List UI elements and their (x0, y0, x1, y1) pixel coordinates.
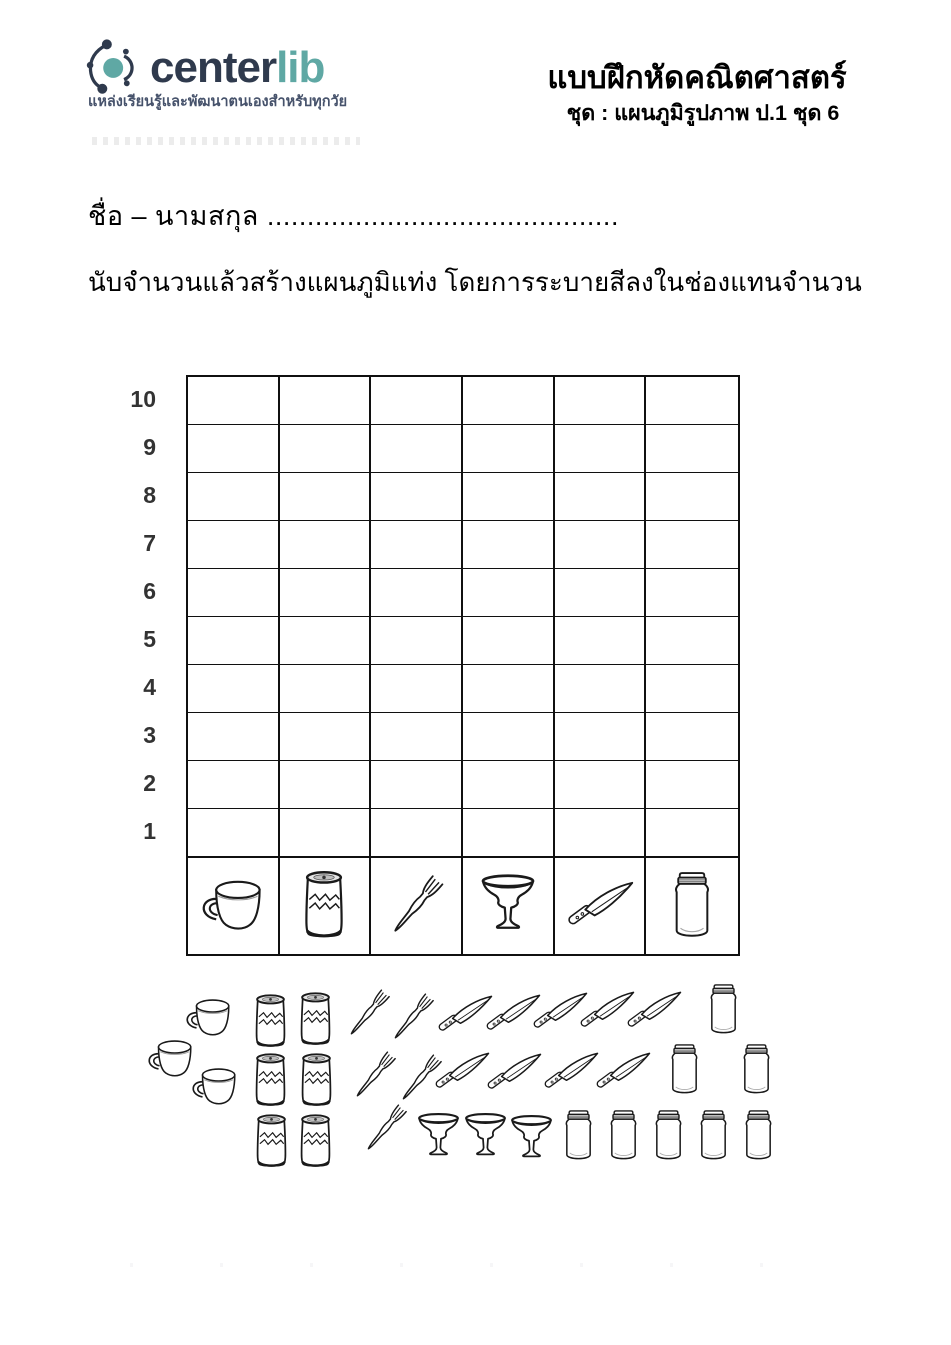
grid-cell-row6-cocktail-glass[interactable] (463, 569, 555, 617)
axis-category-cell-cup (188, 857, 280, 954)
chart-grid (186, 375, 740, 956)
grid-cell-row3-cocktail-glass[interactable] (463, 713, 555, 761)
y-axis-label-5: 5 (143, 626, 156, 652)
grid-cell-row6-jar[interactable] (646, 569, 738, 617)
grid-cell-row5-knife[interactable] (555, 617, 647, 665)
grid-cell-row1-jar[interactable] (646, 809, 738, 857)
jar-icon (669, 868, 715, 944)
grid-cell-row10-cocktail-glass[interactable] (463, 377, 555, 425)
soda-can-icon (252, 1052, 289, 1110)
knife-icon (561, 880, 637, 932)
y-axis-label-1: 1 (143, 818, 156, 844)
jar-icon (561, 1107, 596, 1165)
y-axis-label-9: 9 (143, 434, 156, 460)
logo-word-lib: lib (276, 43, 325, 92)
cup-icon (145, 1037, 197, 1081)
y-axis-label-10: 10 (130, 386, 156, 412)
grid-cell-row5-cup[interactable] (188, 617, 280, 665)
grid-cell-row4-soda-can[interactable] (280, 665, 372, 713)
jar-icon (739, 1041, 774, 1099)
knife-icon (529, 991, 589, 1034)
cocktail-glass-icon (509, 1113, 554, 1166)
grid-cell-row2-cup[interactable] (188, 761, 280, 809)
name-line (88, 194, 619, 237)
jar-icon (706, 981, 741, 1039)
grid-cell-row6-fork[interactable] (371, 569, 463, 617)
grid-cell-row6-knife[interactable] (555, 569, 647, 617)
grid-cell-row2-jar[interactable] (646, 761, 738, 809)
knife-icon (434, 994, 494, 1037)
fork-icon (393, 1050, 447, 1108)
soda-can-icon (302, 868, 346, 944)
cup-icon (189, 1065, 241, 1109)
soda-can-icon (252, 993, 289, 1051)
grid-cell-row4-cocktail-glass[interactable] (463, 665, 555, 713)
soda-can-icon (253, 1113, 290, 1171)
grid-cell-row1-soda-can[interactable] (280, 809, 372, 857)
centerlib-logo-icon (86, 38, 144, 96)
knife-icon (592, 1051, 652, 1094)
logo-wordmark (150, 44, 324, 92)
soda-can-icon (297, 1113, 334, 1171)
y-axis-label-7: 7 (143, 530, 156, 556)
grid-cell-row4-cup[interactable] (188, 665, 280, 713)
instruction-text: นับจำนวนแล้วสร้างแผนภูมิแท่ง โดยการระบายสีลงในช่องแทนจำนวน (88, 267, 862, 297)
knife-icon (540, 1051, 600, 1094)
grid-cell-row7-jar[interactable] (646, 521, 738, 569)
knife-icon (576, 990, 636, 1033)
cocktail-glass-icon (479, 872, 537, 940)
grid-cell-row9-fork[interactable] (371, 425, 463, 473)
worksheet-title: แบบฝึกหัดคณิตศาสตร์ (547, 60, 847, 95)
grid-cell-row8-cocktail-glass[interactable] (463, 473, 555, 521)
y-axis-label-2: 2 (143, 770, 156, 796)
grid-cell-row10-fork[interactable] (371, 377, 463, 425)
grid-cell-row9-cocktail-glass[interactable] (463, 425, 555, 473)
grid-cell-row5-soda-can[interactable] (280, 617, 372, 665)
knife-icon (431, 1051, 491, 1094)
jar-icon (606, 1107, 641, 1165)
jar-icon (651, 1107, 686, 1165)
grid-cell-row8-fork[interactable] (371, 473, 463, 521)
faint-cropped-text-artifact (92, 137, 360, 145)
grid-cell-row6-soda-can[interactable] (280, 569, 372, 617)
jar-icon (741, 1107, 776, 1165)
grid-cell-row4-fork[interactable] (371, 665, 463, 713)
grid-cell-row8-cup[interactable] (188, 473, 280, 521)
y-axis-label-4: 4 (143, 674, 156, 700)
grid-cell-row9-cup[interactable] (188, 425, 280, 473)
cocktail-glass-icon (416, 1111, 461, 1164)
grid-cell-row5-fork[interactable] (371, 617, 463, 665)
fork-icon (385, 989, 439, 1047)
grid-cell-row9-knife[interactable] (555, 425, 647, 473)
fork-icon (358, 1100, 412, 1158)
grid-cell-row7-fork[interactable] (371, 521, 463, 569)
grid-cell-row2-fork[interactable] (371, 761, 463, 809)
axis-category-cell-knife (555, 857, 647, 954)
cocktail-glass-icon (463, 1111, 508, 1164)
jar-icon (696, 1107, 731, 1165)
grid-cell-row8-knife[interactable] (555, 473, 647, 521)
faint-footer-artifact (130, 1263, 830, 1267)
soda-can-icon (298, 1052, 335, 1110)
logo-word-center: center (150, 43, 277, 92)
grid-cell-row5-cocktail-glass[interactable] (463, 617, 555, 665)
name-dotted-blank: ............................................ (266, 201, 619, 231)
grid-cell-row2-knife[interactable] (555, 761, 647, 809)
jar-icon (667, 1041, 702, 1099)
grid-cell-row8-jar[interactable] (646, 473, 738, 521)
worksheet-subtitle: ชุด : แผนภูมิรูปภาพ ป.1 ชุด 6 (566, 101, 840, 125)
grid-cell-row1-knife[interactable] (555, 809, 647, 857)
knife-icon (623, 990, 683, 1033)
grid-cell-row10-knife[interactable] (555, 377, 647, 425)
knife-icon (482, 993, 542, 1036)
axis-category-cell-jar (646, 857, 738, 954)
grid-cell-row9-jar[interactable] (646, 425, 738, 473)
cup-icon (196, 878, 270, 934)
grid-cell-row7-soda-can[interactable] (280, 521, 372, 569)
knife-icon (483, 1052, 543, 1095)
grid-cell-row3-knife[interactable] (555, 713, 647, 761)
y-axis-label-6: 6 (143, 578, 156, 604)
grid-cell-row1-cup[interactable] (188, 809, 280, 857)
axis-category-cell-cocktail-glass (463, 857, 555, 954)
grid-cell-row9-soda-can[interactable] (280, 425, 372, 473)
grid-cell-row1-cocktail-glass[interactable] (463, 809, 555, 857)
y-axis-label-8: 8 (143, 482, 156, 508)
grid-cell-row10-soda-can[interactable] (280, 377, 372, 425)
grid-cell-row7-knife[interactable] (555, 521, 647, 569)
y-axis-label-3: 3 (143, 722, 156, 748)
grid-cell-row4-knife[interactable] (555, 665, 647, 713)
soda-can-icon (297, 991, 334, 1049)
grid-cell-row10-jar[interactable] (646, 377, 738, 425)
grid-cell-row2-soda-can[interactable] (280, 761, 372, 809)
logo-tagline: แหล่งเรียนรู้และพัฒนาตนเองสำหรับทุกวัย (88, 94, 348, 110)
grid-cell-row6-cup[interactable] (188, 569, 280, 617)
name-label: ชื่อ – นามสกุล (88, 201, 259, 231)
grid-cell-row1-fork[interactable] (371, 809, 463, 857)
grid-cell-row5-jar[interactable] (646, 617, 738, 665)
grid-cell-row4-jar[interactable] (646, 665, 738, 713)
y-axis-labels (108, 375, 156, 855)
axis-category-cell-fork (371, 857, 463, 954)
cup-icon (183, 996, 235, 1040)
grid-cell-row2-cocktail-glass[interactable] (463, 761, 555, 809)
grid-cell-row7-cocktail-glass[interactable] (463, 521, 555, 569)
grid-cell-row3-cup[interactable] (188, 713, 280, 761)
grid-cell-row3-fork[interactable] (371, 713, 463, 761)
fork-icon (341, 985, 395, 1043)
grid-cell-row8-soda-can[interactable] (280, 473, 372, 521)
fork-icon (347, 1047, 401, 1105)
grid-cell-row10-cup[interactable] (188, 377, 280, 425)
grid-cell-row3-soda-can[interactable] (280, 713, 372, 761)
grid-cell-row7-cup[interactable] (188, 521, 280, 569)
axis-category-cell-soda-can (280, 857, 372, 954)
grid-cell-row3-jar[interactable] (646, 713, 738, 761)
fork-icon (384, 871, 449, 941)
